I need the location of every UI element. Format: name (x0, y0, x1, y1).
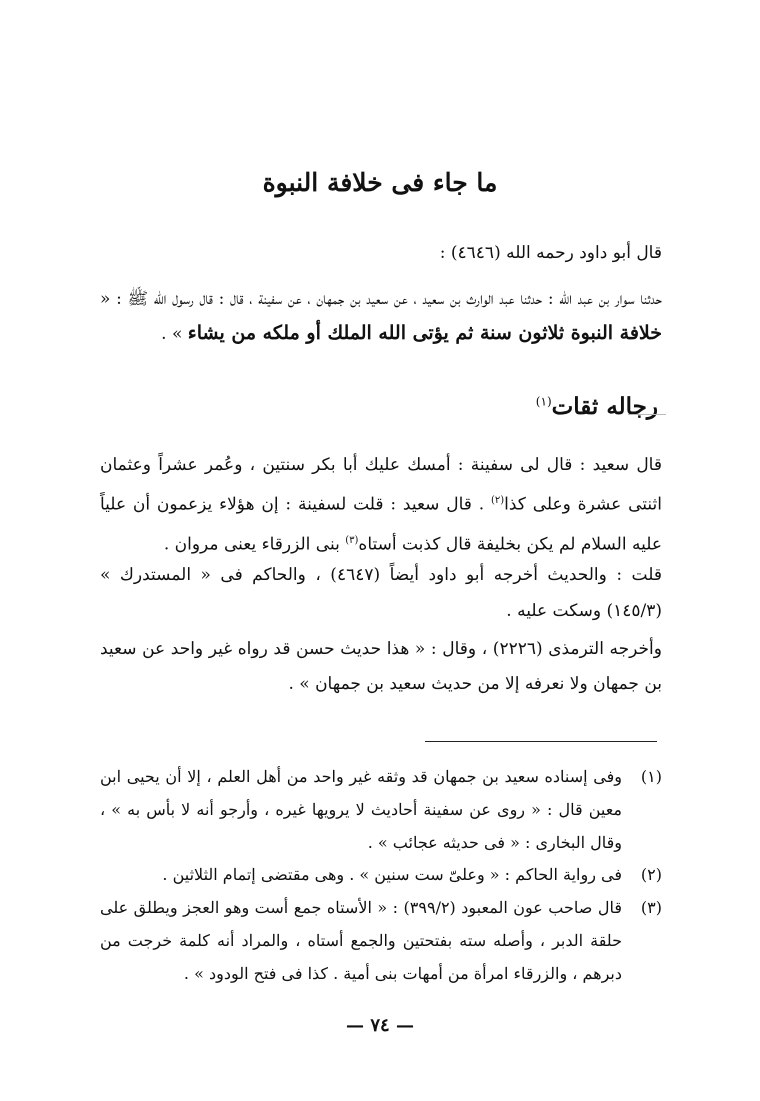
page-title: ما جاء فى خلافة النبوة (262, 168, 498, 197)
narration-paragraph (100, 448, 662, 562)
footnote-ref-1: (١) (535, 394, 552, 409)
footnote (100, 891, 662, 990)
footnote-number: (٣) (640, 898, 662, 917)
section-heading (536, 393, 658, 420)
footnote-ref-3: (٣) (345, 534, 359, 546)
section-heading-text: رجاله ثقات (551, 393, 658, 420)
footnote-text: فى رواية الحاكم : « وعلىّ ست سنين » . وهى مقتضى إتمام الثلاثين . (162, 865, 622, 884)
hadith-end: » . (161, 324, 183, 344)
tirmidhi-paragraph: وأخرجه الترمذى (٢٢٢٦) ، وقال : « هذا حديث حسن قد رواه غير واحد عن سعيد بن جمهان ولا نعرفه إلا من حديث سعيد بن جمهان » . (100, 639, 662, 694)
divider (628, 414, 666, 415)
intro-line: قال أبو داود رحمه الله (٤٦٤٦) : (439, 243, 662, 263)
footnote-text: وفى إسناده سعيد بن جمهان قد وثقه غير واحد من أهل العلم ، إلا أن يحيى ابن معين قال : « روى عن سفينة أحاديث لا يرويها غيره ، وأرجو أنه لا بأس به » ، وقال البخارى : « فى حديثه عجائب » . (100, 767, 622, 852)
hadith-chain: حدثنا سوار بن عبد الله : حدثنا عبد الوارث بن سعيد ، عن سعيد بن جمهان ، عن سفينة ، قال : قال رسول الله ﷺ : « (100, 289, 662, 309)
footnote-number: (١) (640, 767, 662, 786)
page-number: — ٧٤ — (346, 1015, 414, 1036)
footnote-divider (425, 741, 657, 742)
narration-part-a: قال سعيد : قال لى سفينة : أمسك عليك أبا بكر سنتين ، وعُمر عشراً وعثمان اثنتى عشرة وعلى كذا (100, 455, 662, 515)
hadith-paragraph (100, 282, 662, 351)
footnote (100, 858, 662, 891)
hadith-matn: خلافة النبوة ثلاثون سنة ثم يؤتى الله الملك أو ملكه من يشاء (187, 322, 662, 344)
narration-part-c: بنى الزرقاء يعنى مروان . (163, 534, 346, 555)
footnote-ref-2: (٢) (490, 495, 505, 506)
narration-part-b: . قال سعيد : قلت لسفينة : إن هؤلاء يزعمون أن علياً عليه السلام لم يكن بخليفة قال كذبت أستاه (100, 494, 662, 555)
commentary-paragraph: قلت : والحديث أخرجه أبو داود أيضاً (٤٦٤٧) ، والحاكم فى « المستدرك » (١٤٥/٣) وسكت عليه . (100, 565, 663, 621)
footnote (100, 760, 662, 859)
footnote-number: (٢) (640, 865, 662, 884)
footnote-text: قال صاحب عون المعبود (٣٩٩/٢) : « الأستاه جمع أست وهو العجز ويطلق على حلقة الدبر ، وأصله سته بفتحتين والجمع أستاه ، والمراد أنه كلمة خرجت من دبرهم ، والزرقاء امرأة من أمهات بنى أمية . كذا فى فتح الودود » . (100, 898, 622, 983)
